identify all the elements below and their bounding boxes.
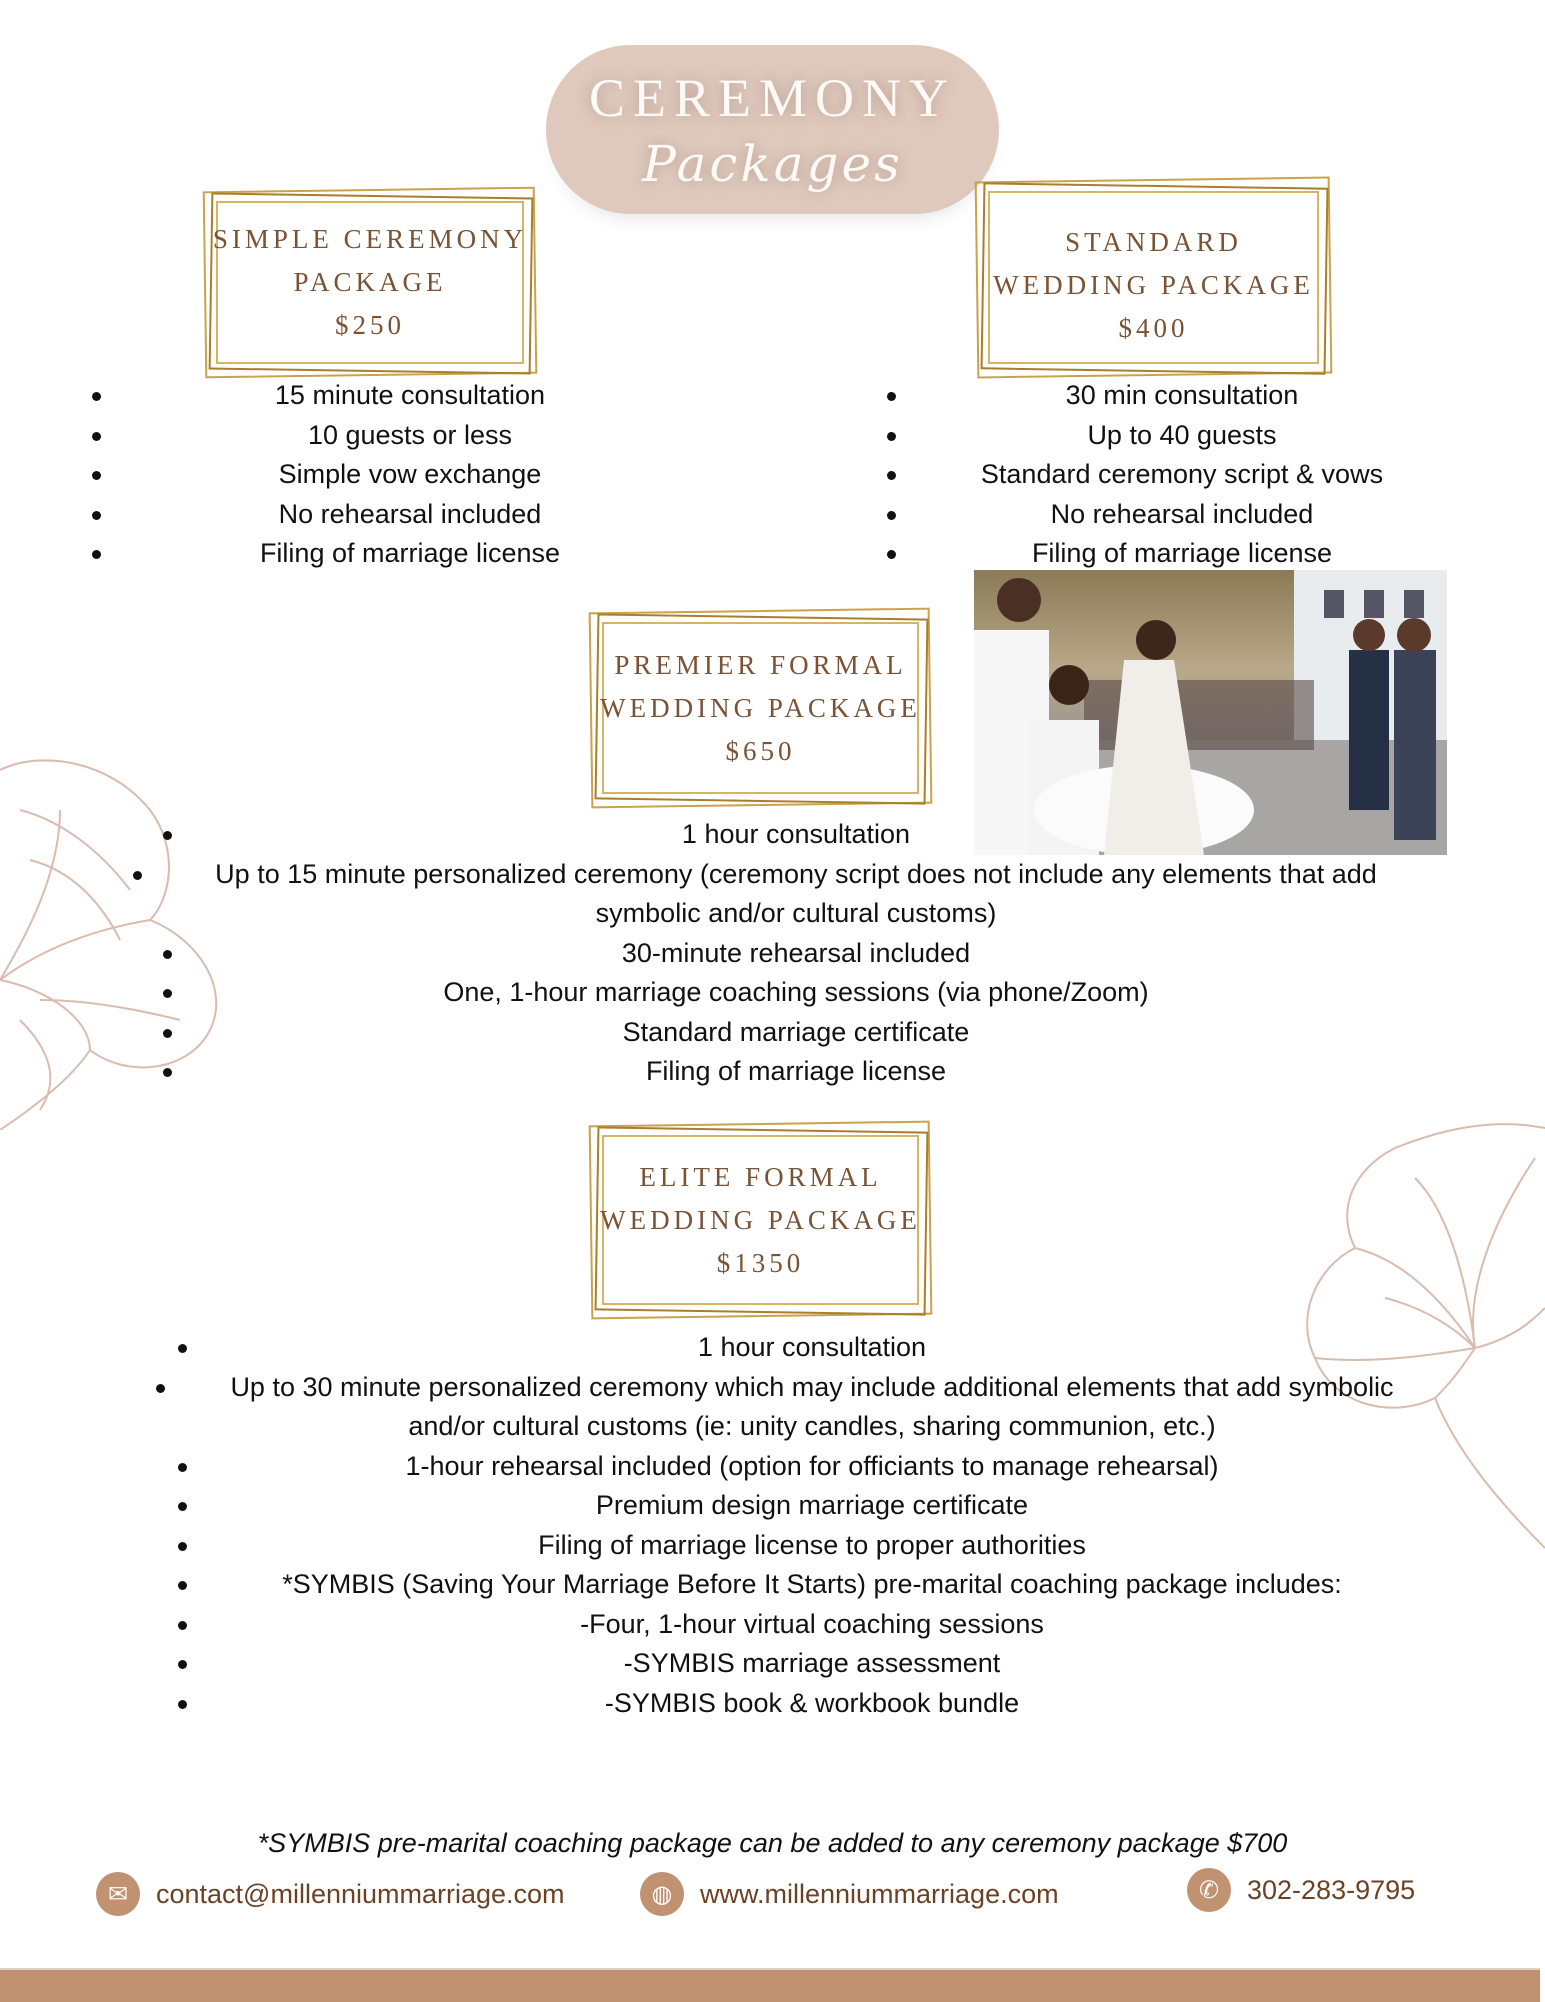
item-text: 30 min consultation (1065, 380, 1299, 410)
item-text: -SYMBIS marriage assessment (623, 1648, 1001, 1678)
list-item (887, 534, 1477, 574)
list-item (163, 855, 1429, 934)
phone-number[interactable]: 302-283-9795 (1247, 1874, 1416, 1905)
item-text: *SYMBIS (Saving Your Marriage Before It Starts) pre-marital coaching package includes: (282, 1569, 1342, 1599)
item-text: 1 hour consultation (681, 819, 911, 849)
title-banner (546, 45, 999, 214)
item-text: Filing of marriage license to proper authorities (538, 1529, 1086, 1560)
list-item (887, 495, 1477, 535)
website-link[interactable]: www.millenniummarriage.com (700, 1878, 1059, 1909)
bullet (178, 1660, 187, 1669)
bullet (163, 950, 172, 959)
list-item (178, 1486, 1446, 1526)
package-heading-standard (976, 179, 1331, 376)
package-name-line1: PREMIER FORMAL (614, 649, 907, 680)
list-item (178, 1644, 1446, 1684)
bullet (178, 1502, 187, 1511)
package-name-line1: SIMPLE CEREMONY (212, 224, 528, 254)
package-name-line1: ELITE FORMAL (639, 1161, 882, 1192)
package-price: $400 (1118, 313, 1189, 343)
item-text: Up to 15 minute personalized ceremony (ceremony script does not include any elements that add symbolic and/or cultural customs) (215, 858, 1377, 928)
package-features-simple (92, 376, 728, 574)
list-item (178, 1526, 1446, 1566)
package-price: $250 (335, 310, 405, 340)
item-text: Up to 30 minute personalized ceremony which may include additional elements that add symbolic and/or cultural customs (ie: unity candles, sharing communion, etc.) (230, 1371, 1394, 1441)
bullet (887, 392, 896, 401)
list-item (178, 1328, 1446, 1368)
list-item (178, 1447, 1446, 1487)
page-title: CEREMONY (588, 68, 956, 128)
list-item (178, 1368, 1446, 1447)
package-heading-elite (590, 1123, 931, 1317)
phone-icon: ✆ (1187, 1868, 1231, 1912)
bullet (156, 1384, 165, 1393)
globe-icon: ◍ (640, 1872, 684, 1916)
item-text: Standard marriage certificate (622, 1016, 970, 1047)
contact-website[interactable] (640, 1872, 1059, 1916)
list-item (163, 1052, 1429, 1092)
bullet (178, 1463, 187, 1472)
bullet (163, 831, 172, 840)
bullet (92, 432, 101, 441)
bullet (887, 471, 896, 480)
contact-phone[interactable] (1187, 1868, 1415, 1912)
item-text: Filing of marriage license (645, 1056, 947, 1086)
item-text: Filing of marriage license (1031, 538, 1333, 568)
bullet (887, 550, 896, 559)
list-item (163, 1013, 1429, 1053)
package-features-standard (887, 376, 1477, 574)
bullet (887, 511, 896, 520)
mail-icon: ✉ (96, 1872, 140, 1916)
symbis-footnote: *SYMBIS pre-marital coaching package can be added to any ceremony package $700 (257, 1828, 1288, 1858)
item-text: Up to 40 guests (1087, 419, 1277, 450)
list-item (163, 973, 1429, 1013)
list-item (92, 416, 728, 456)
package-price: $650 (725, 735, 796, 766)
bullet (887, 432, 896, 441)
item-text: No rehearsal included (278, 498, 542, 529)
item-text: Standard ceremony script & vows (980, 459, 1384, 489)
list-item (178, 1605, 1446, 1645)
bullet (178, 1621, 187, 1630)
list-item (887, 455, 1477, 495)
list-item (163, 934, 1429, 974)
item-text: One, 1-hour marriage coaching sessions (via phone/Zoom) (443, 977, 1149, 1007)
package-features-premier (163, 815, 1429, 1092)
list-item (92, 376, 728, 416)
package-heading-simple (204, 189, 536, 376)
item-text: No rehearsal included (1050, 498, 1314, 529)
bullet (92, 550, 101, 559)
list-item (163, 815, 1429, 855)
contact-email[interactable] (96, 1872, 565, 1916)
item-text: Simple vow exchange (278, 459, 542, 489)
package-name-line2: WEDDING PACKAGE (993, 270, 1314, 300)
bullet (92, 392, 101, 401)
package-heading-premier (590, 610, 931, 806)
list-item (178, 1565, 1446, 1605)
bullet (133, 871, 142, 880)
package-features-elite (178, 1328, 1446, 1723)
bullet (178, 1542, 187, 1551)
item-text: 1-hour rehearsal included (option for officiants to manage rehearsal) (405, 1450, 1219, 1481)
item-text: 1 hour consultation (697, 1332, 927, 1362)
item-text: Filing of marriage license (259, 538, 561, 568)
list-item (178, 1684, 1446, 1724)
bullet (92, 471, 101, 480)
footer-bar (0, 1968, 1540, 2002)
item-text: 10 guests or less (307, 419, 513, 450)
package-name-line2: PACKAGE (293, 267, 447, 297)
list-item (92, 495, 728, 535)
bullet (163, 1068, 172, 1077)
bullet (178, 1700, 187, 1709)
bullet (178, 1344, 187, 1353)
bullet (163, 989, 172, 998)
list-item (887, 416, 1477, 456)
item-text: -SYMBIS book & workbook bundle (604, 1687, 1020, 1718)
item-text: 15 minute consultation (274, 380, 546, 410)
email-link[interactable]: contact@millenniummarriage.com (156, 1878, 565, 1909)
package-name-line2: WEDDING PACKAGE (600, 692, 921, 723)
package-name-line2: WEDDING PACKAGE (600, 1204, 921, 1235)
page-subtitle: Packages (642, 135, 903, 193)
item-text: -Four, 1-hour virtual coaching sessions (580, 1608, 1044, 1639)
item-text: Premium design marriage certificate (595, 1490, 1029, 1520)
list-item (92, 455, 728, 495)
package-price: $1350 (716, 1247, 805, 1278)
bullet (178, 1581, 187, 1590)
package-name-line1: STANDARD (1065, 227, 1242, 257)
wedding-ceremony-photo (974, 570, 1447, 855)
item-text: 30-minute rehearsal included (621, 937, 971, 968)
list-item (887, 376, 1477, 416)
list-item (92, 534, 728, 574)
bullet (163, 1029, 172, 1038)
bullet (92, 511, 101, 520)
